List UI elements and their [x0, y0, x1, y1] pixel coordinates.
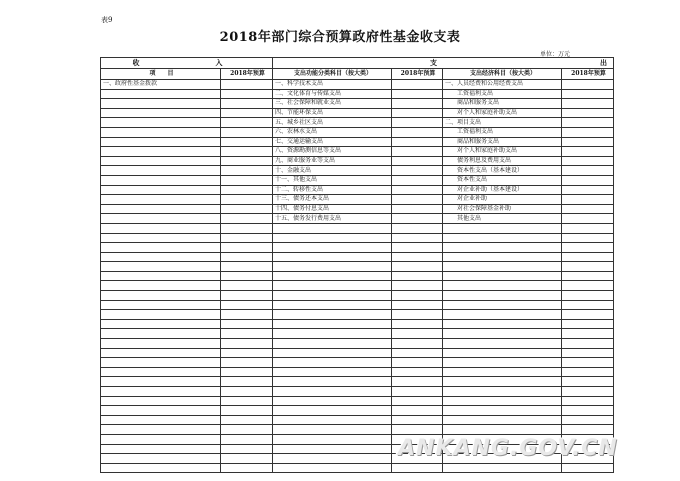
table-cell: [221, 377, 273, 387]
table-cell: 三、社会保障和就业支出: [273, 99, 392, 109]
table-row: [101, 406, 614, 416]
table-cell: [101, 262, 221, 272]
table-cell: [562, 233, 614, 243]
table-cell: [443, 387, 562, 397]
table-cell: [273, 377, 392, 387]
table-cell: 工资福利支出: [443, 89, 562, 99]
table-cell: [562, 99, 614, 109]
table-cell: 八、资源勘测信息等支出: [273, 147, 392, 157]
table-cell: [562, 108, 614, 118]
table-cell: [562, 396, 614, 406]
table-cell: [443, 329, 562, 339]
table-row: [101, 291, 614, 301]
table-cell: [562, 252, 614, 262]
table-cell: [562, 319, 614, 329]
table-cell: [562, 223, 614, 233]
table-cell: [273, 434, 392, 444]
table-cell: [392, 243, 443, 253]
table-cell: [221, 310, 273, 320]
table-row: [101, 108, 614, 118]
income-header: [101, 58, 273, 69]
table-row: [101, 281, 614, 291]
table-cell: [273, 310, 392, 320]
table-cell: [101, 348, 221, 358]
table-cell: [221, 175, 273, 185]
table-cell: [221, 223, 273, 233]
col-header-budget-function: 2018年预算: [392, 69, 443, 80]
table-cell: [273, 329, 392, 339]
table-cell: 商品和服务支出: [443, 99, 562, 109]
income-right-char: 入: [215, 58, 223, 67]
table-cell: [562, 195, 614, 205]
table-cell: [443, 300, 562, 310]
table-cell: [443, 233, 562, 243]
table-cell: [101, 454, 221, 464]
table-cell: [562, 127, 614, 137]
table-cell: [101, 99, 221, 109]
table-cell: [392, 89, 443, 99]
table-cell: [221, 204, 273, 214]
table-cell: [273, 348, 392, 358]
table-cell: [221, 243, 273, 253]
table-cell: [101, 147, 221, 157]
table-cell: [562, 387, 614, 397]
table-cell: 二、文化体育与传媒支出: [273, 89, 392, 99]
table-row: [101, 262, 614, 272]
table-cell: [101, 406, 221, 416]
table-cell: [221, 358, 273, 368]
table-cell: [392, 300, 443, 310]
table-cell: [443, 252, 562, 262]
table-cell: [562, 137, 614, 147]
table-cell: [392, 204, 443, 214]
table-cell: [392, 137, 443, 147]
table-cell: [392, 271, 443, 281]
table-cell: [562, 214, 614, 224]
table-cell: [562, 358, 614, 368]
table-cell: [443, 243, 562, 253]
table-cell: [443, 262, 562, 272]
table-cell: [562, 262, 614, 272]
table-cell: 债务利息及费用支出: [443, 156, 562, 166]
table-cell: [273, 339, 392, 349]
table-cell: [392, 99, 443, 109]
table-cell: [392, 415, 443, 425]
table-cell: [562, 300, 614, 310]
table-cell: [443, 358, 562, 368]
table-cell: [101, 319, 221, 329]
col-header-budget-economic: 2018年预算: [562, 69, 614, 80]
table-cell: [443, 415, 562, 425]
table-cell: 对企业补助（基本建设）: [443, 185, 562, 195]
table-cell: [562, 156, 614, 166]
table-cell: [101, 271, 221, 281]
table-row: [101, 329, 614, 339]
table-cell: [443, 396, 562, 406]
table-cell: [221, 339, 273, 349]
table-row: [101, 118, 614, 128]
table-cell: [101, 108, 221, 118]
table-cell: [221, 233, 273, 243]
table-cell: [392, 348, 443, 358]
table-cell: [221, 444, 273, 454]
table-cell: [101, 339, 221, 349]
table-cell: [392, 80, 443, 90]
table-cell: [221, 396, 273, 406]
table-row: [101, 89, 614, 99]
table-cell: [273, 415, 392, 425]
table-cell: [221, 406, 273, 416]
table-cell: [273, 223, 392, 233]
table-cell: [392, 214, 443, 224]
table-cell: [392, 233, 443, 243]
table-cell: [562, 80, 614, 90]
table-cell: [101, 166, 221, 176]
table-cell: [443, 367, 562, 377]
table-cell: 九、商业服务业等支出: [273, 156, 392, 166]
table-cell: [101, 291, 221, 301]
table-row: [101, 233, 614, 243]
table-cell: 对个人和家庭补助支出: [443, 147, 562, 157]
budget-table: [100, 57, 614, 473]
table-cell: [101, 444, 221, 454]
table-cell: [392, 252, 443, 262]
table-cell: [562, 204, 614, 214]
table-cell: [101, 233, 221, 243]
table-cell: [221, 281, 273, 291]
table-cell: [562, 166, 614, 176]
table-cell: [392, 358, 443, 368]
table-cell: [101, 300, 221, 310]
table-cell: [101, 281, 221, 291]
table-cell: [562, 147, 614, 157]
table-cell: [101, 127, 221, 137]
table-cell: [273, 243, 392, 253]
table-cell: [273, 300, 392, 310]
table-cell: 对企业补助: [443, 195, 562, 205]
table-cell: 一、人员经费和公用经费支出: [443, 80, 562, 90]
table-row: [101, 175, 614, 185]
table-body: [101, 80, 614, 473]
table-row: [101, 127, 614, 137]
table-cell: 七、交通运输支出: [273, 137, 392, 147]
table-cell: 对个人和家庭补助支出: [443, 108, 562, 118]
table-cell: [101, 329, 221, 339]
table-cell: [443, 425, 562, 435]
table-row: [101, 147, 614, 157]
table-row: [101, 319, 614, 329]
table-cell: [392, 367, 443, 377]
table-cell: 四、节能环保支出: [273, 108, 392, 118]
table-cell: [101, 434, 221, 444]
table-cell: [392, 262, 443, 272]
table-cell: [101, 252, 221, 262]
table-cell: [392, 281, 443, 291]
table-cell: [101, 195, 221, 205]
table-row: [101, 195, 614, 205]
table-row: [101, 358, 614, 368]
table-cell: [392, 223, 443, 233]
table-row: [101, 271, 614, 281]
table-cell: [443, 281, 562, 291]
column-header-row: [101, 69, 614, 80]
table-cell: [101, 415, 221, 425]
table-cell: [101, 118, 221, 128]
table-cell: 一、政府性基金拨款: [101, 80, 221, 90]
table-cell: [392, 147, 443, 157]
table-cell: [562, 329, 614, 339]
table-cell: 对社会保障基金补助: [443, 204, 562, 214]
table-cell: [221, 300, 273, 310]
table-cell: [443, 291, 562, 301]
table-cell: [101, 89, 221, 99]
table-cell: [273, 367, 392, 377]
table-cell: 十、金融支出: [273, 166, 392, 176]
table-cell: 十五、债务发行费用支出: [273, 214, 392, 224]
table-number: 表9: [101, 16, 113, 24]
table-cell: [392, 310, 443, 320]
table-cell: [221, 156, 273, 166]
table-cell: [273, 233, 392, 243]
table-cell: [392, 166, 443, 176]
table-cell: [221, 195, 273, 205]
table-cell: [101, 204, 221, 214]
table-cell: [562, 185, 614, 195]
table-cell: [392, 118, 443, 128]
table-cell: 工资福利支出: [443, 127, 562, 137]
table-cell: [273, 444, 392, 454]
table-row: [101, 300, 614, 310]
table-cell: [443, 339, 562, 349]
table-cell: [221, 319, 273, 329]
table-cell: [562, 291, 614, 301]
table-cell: [101, 243, 221, 253]
table-cell: [443, 406, 562, 416]
table-row: [101, 252, 614, 262]
table-cell: [273, 396, 392, 406]
table-cell: [221, 415, 273, 425]
table-cell: [273, 463, 392, 473]
table-cell: [273, 291, 392, 301]
table-cell: [392, 156, 443, 166]
unit-label: 单位：万元: [540, 51, 571, 58]
table-cell: 五、城乡社区支出: [273, 118, 392, 128]
col-header-budget-income: 2018年预算: [221, 69, 273, 80]
table-row: [101, 80, 614, 90]
table-cell: [562, 425, 614, 435]
table-cell: [221, 80, 273, 90]
table-row: [101, 185, 614, 195]
table-cell: [101, 185, 221, 195]
table-row: [101, 156, 614, 166]
table-cell: [562, 89, 614, 99]
table-cell: [392, 425, 443, 435]
table-cell: 十四、债务付息支出: [273, 204, 392, 214]
table-cell: 资本性支出（基本建设）: [443, 166, 562, 176]
table-cell: [273, 387, 392, 397]
table-cell: [221, 185, 273, 195]
table-cell: [101, 223, 221, 233]
table-cell: [101, 387, 221, 397]
table-cell: [392, 291, 443, 301]
table-cell: [221, 387, 273, 397]
table-cell: [221, 329, 273, 339]
table-cell: [273, 281, 392, 291]
expenditure-header: [273, 58, 614, 69]
table-cell: 商品和服务支出: [443, 137, 562, 147]
table-cell: [273, 262, 392, 272]
table-row: [101, 310, 614, 320]
table-cell: [562, 463, 614, 473]
table-cell: 十一、其他支出: [273, 175, 392, 185]
table-cell: [443, 348, 562, 358]
table-cell: [101, 396, 221, 406]
table-cell: [221, 291, 273, 301]
table-cell: [101, 425, 221, 435]
table-row: [101, 415, 614, 425]
table-cell: [562, 348, 614, 358]
table-cell: [562, 367, 614, 377]
table-cell: [443, 377, 562, 387]
table-cell: [273, 319, 392, 329]
table-cell: [221, 348, 273, 358]
table-cell: [221, 147, 273, 157]
table-cell: [392, 185, 443, 195]
table-cell: [392, 377, 443, 387]
table-cell: [221, 108, 273, 118]
exp-left-char: 支: [430, 58, 437, 67]
table-cell: 六、农林水支出: [273, 127, 392, 137]
table-cell: [562, 281, 614, 291]
table-cell: [392, 406, 443, 416]
table-cell: [273, 406, 392, 416]
table-top-header: [101, 58, 614, 69]
table-cell: [221, 137, 273, 147]
table-cell: [101, 214, 221, 224]
table-row: [101, 377, 614, 387]
col-header-economic: 支出经济科目（按大类）: [443, 69, 562, 80]
table-cell: [392, 195, 443, 205]
table-cell: [221, 367, 273, 377]
col-header-item: 项 目: [101, 69, 221, 80]
table-row: [101, 387, 614, 397]
table-cell: [392, 175, 443, 185]
table-cell: [273, 425, 392, 435]
table-cell: [273, 271, 392, 281]
table-cell: [392, 396, 443, 406]
table-cell: [562, 118, 614, 128]
table-cell: 十二、转移性支出: [273, 185, 392, 195]
table-row: [101, 204, 614, 214]
table-cell: [562, 175, 614, 185]
table-cell: 资本性支出: [443, 175, 562, 185]
table-cell: [273, 454, 392, 464]
table-cell: 其他支出: [443, 214, 562, 224]
table-row: [101, 367, 614, 377]
table-cell: [392, 127, 443, 137]
table-cell: [221, 214, 273, 224]
table-row: [101, 339, 614, 349]
table-row: [101, 99, 614, 109]
table-cell: [443, 463, 562, 473]
site-watermark: ANKANG.GOV.CN: [398, 436, 618, 461]
table-cell: [221, 166, 273, 176]
table-row: [101, 214, 614, 224]
table-cell: [221, 89, 273, 99]
table-cell: [221, 118, 273, 128]
table-cell: [101, 156, 221, 166]
table-cell: [273, 252, 392, 262]
table-cell: [221, 99, 273, 109]
table-row: [101, 463, 614, 473]
table-cell: [562, 243, 614, 253]
table-cell: [101, 175, 221, 185]
income-left-char: 收: [132, 58, 140, 67]
table-row: [101, 223, 614, 233]
table-cell: [562, 406, 614, 416]
table-cell: [443, 223, 562, 233]
table-cell: [392, 329, 443, 339]
table-cell: [221, 252, 273, 262]
table-row: [101, 137, 614, 147]
table-cell: [562, 339, 614, 349]
table-cell: [392, 339, 443, 349]
table-row: [101, 425, 614, 435]
exp-right-char: 出: [600, 58, 607, 67]
table-cell: [562, 271, 614, 281]
page-title: 2018年部门综合预算政府性基金收支表: [219, 30, 461, 45]
table-cell: [392, 387, 443, 397]
table-cell: [221, 127, 273, 137]
table-cell: [101, 463, 221, 473]
table-cell: [221, 425, 273, 435]
table-cell: [562, 415, 614, 425]
table-row: [101, 348, 614, 358]
table-cell: [101, 137, 221, 147]
table-cell: 二、项目支出: [443, 118, 562, 128]
table-cell: [392, 319, 443, 329]
table-cell: [392, 108, 443, 118]
table-cell: [221, 262, 273, 272]
table-cell: [443, 319, 562, 329]
table-cell: [392, 463, 443, 473]
table-cell: 一、科学技术支出: [273, 80, 392, 90]
table-cell: [101, 310, 221, 320]
table-cell: [562, 377, 614, 387]
table-cell: [221, 271, 273, 281]
table-cell: [562, 310, 614, 320]
table-cell: [443, 271, 562, 281]
table-cell: [101, 358, 221, 368]
table-cell: [273, 358, 392, 368]
table-row: [101, 166, 614, 176]
table-row: [101, 243, 614, 253]
table-cell: [221, 434, 273, 444]
table-row: [101, 396, 614, 406]
table-cell: 十三、债务还本支出: [273, 195, 392, 205]
table-cell: [101, 377, 221, 387]
table-cell: [221, 454, 273, 464]
table-cell: [101, 367, 221, 377]
table-cell: [443, 310, 562, 320]
col-header-function: 支出功能分类科目（按大类）: [273, 69, 392, 80]
table-cell: [221, 463, 273, 473]
